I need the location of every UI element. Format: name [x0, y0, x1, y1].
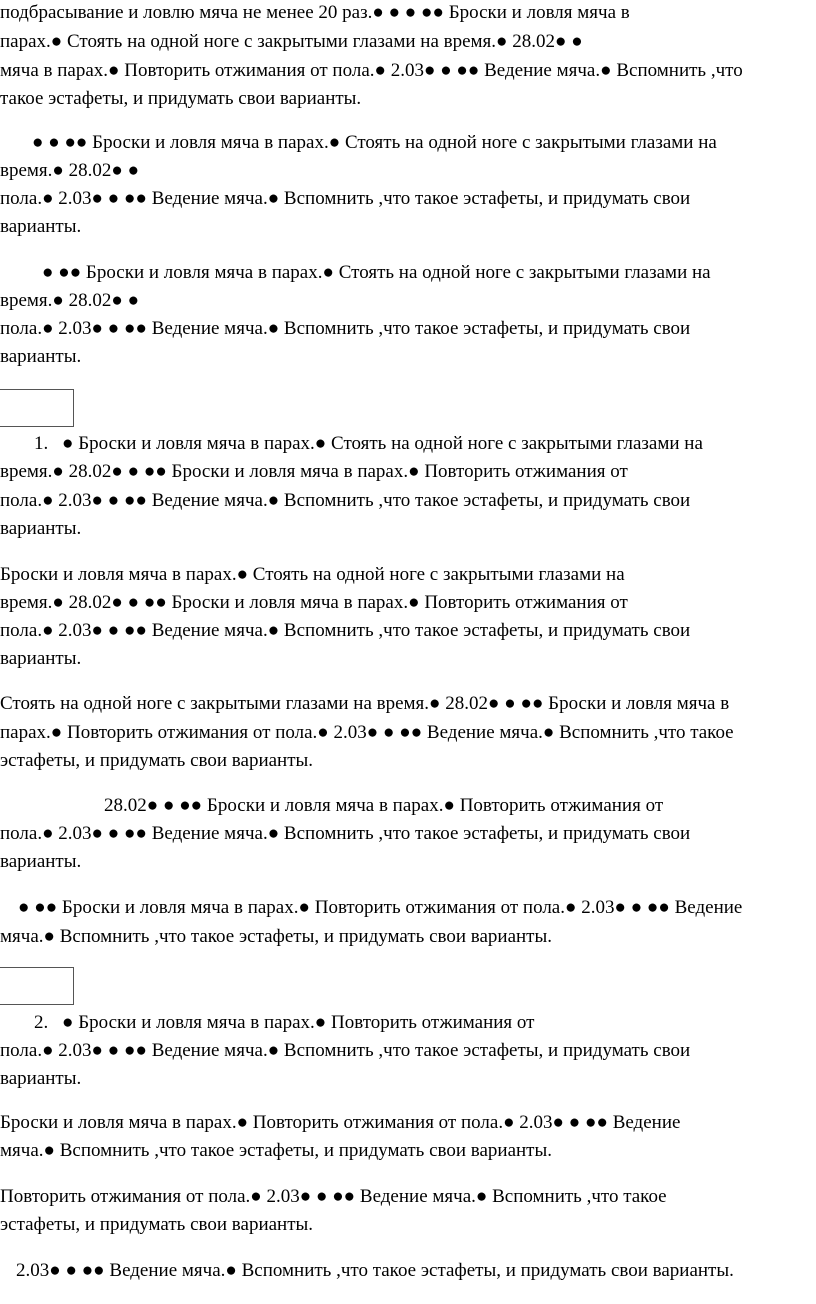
paragraph-2-line-4: варианты. — [0, 216, 82, 237]
paragraph-3-line-3: пола.● 2.03● ● ●● Ведение мяча.● Вспомнить ,что такое эстафеты, и придумать свои — [0, 318, 691, 339]
paragraph-6-line-3: эстафеты, и придумать свои варианты. — [0, 750, 314, 771]
paragraph-1-line-4: такое эстафеты, и придумать свои варианты. — [0, 88, 362, 109]
paragraph-2-line-1: ● ● ●● Броски и ловля мяча в парах.● Стоять на одной ноге с закрытыми глазами на — [32, 132, 717, 153]
paragraph-10-line-1: Броски и ловля мяча в парах.● Повторить отжимания от пола.● 2.03● ● ●● Ведение — [0, 1112, 681, 1133]
paragraph-3-line-2: время.● 28.02● ● — [0, 290, 140, 311]
list-item-1-number: 1. — [34, 433, 49, 454]
list-item-1-line-3: пола.● 2.03● ● ●● Ведение мяча.● Вспомнить ,что такое эстафеты, и придумать свои — [0, 490, 691, 511]
paragraph-7-line-3: варианты. — [0, 851, 82, 872]
empty-box-1 — [0, 389, 74, 427]
paragraph-1-line-2: парах.● Стоять на одной ноге с закрытыми глазами на время.● 28.02● ● — [0, 31, 583, 52]
list-item-2-line-3: варианты. — [0, 1068, 82, 1089]
paragraph-2-line-3: пола.● 2.03● ● ●● Ведение мяча.● Вспомнить ,что такое эстафеты, и придумать свои — [0, 188, 691, 209]
paragraph-3-line-4: варианты. — [0, 346, 82, 367]
paragraph-12-line-1: 2.03● ● ●● Ведение мяча.● Вспомнить ,что такое эстафеты, и придумать свои варианты. — [16, 1260, 734, 1281]
empty-box-2 — [0, 967, 74, 1005]
paragraph-7-line-1: 28.02● ● ●● Броски и ловля мяча в парах.● Повторить отжимания от — [104, 795, 664, 816]
paragraph-1-line-1: подбрасывание и ловлю мяча не менее 20 раз.● ● ● ●● Броски и ловля мяча в — [0, 2, 630, 23]
paragraph-11-line-2: эстафеты, и придумать свои варианты. — [0, 1214, 314, 1235]
paragraph-5-line-3: пола.● 2.03● ● ●● Ведение мяча.● Вспомнить ,что такое эстафеты, и придумать свои — [0, 620, 691, 641]
list-item-2-number: 2. — [34, 1012, 49, 1033]
list-item-2-line-2: пола.● 2.03● ● ●● Ведение мяча.● Вспомнить ,что такое эстафеты, и придумать свои — [0, 1040, 691, 1061]
list-item-1-line-1: ● Броски и ловля мяча в парах.● Стоять на одной ноге с закрытыми глазами на — [62, 433, 703, 454]
paragraph-1-line-3: мяча в парах.● Повторить отжимания от пола.● 2.03● ● ●● Ведение мяча.● Вспомнить ,что — [0, 60, 743, 81]
paragraph-7-line-2: пола.● 2.03● ● ●● Ведение мяча.● Вспомнить ,что такое эстафеты, и придумать свои — [0, 823, 691, 844]
paragraph-5-line-2: время.● 28.02● ● ●● Броски и ловля мяча в парах.● Повторить отжимания от — [0, 592, 628, 613]
paragraph-10-line-2: мяча.● Вспомнить ,что такое эстафеты, и придумать свои варианты. — [0, 1140, 553, 1161]
paragraph-8-line-2: мяча.● Вспомнить ,что такое эстафеты, и придумать свои варианты. — [0, 926, 553, 947]
list-item-1-line-4: варианты. — [0, 518, 82, 539]
paragraph-3-line-1: ● ●● Броски и ловля мяча в парах.● Стоять на одной ноге с закрытыми глазами на — [42, 262, 711, 283]
paragraph-6-line-2: парах.● Повторить отжимания от пола.● 2.03● ● ●● Ведение мяча.● Вспомнить ,что такое — [0, 722, 734, 743]
paragraph-2-line-2: время.● 28.02● ● — [0, 160, 140, 181]
paragraph-5-line-1: Броски и ловля мяча в парах.● Стоять на одной ноге с закрытыми глазами на — [0, 564, 625, 585]
paragraph-5-line-4: варианты. — [0, 648, 82, 669]
list-item-2-line-1: ● Броски и ловля мяча в парах.● Повторить отжимания от — [62, 1012, 535, 1033]
paragraph-6-line-1: Стоять на одной ноге с закрытыми глазами на время.● 28.02● ● ●● Броски и ловля мяча в — [0, 693, 730, 714]
list-item-1-line-2: время.● 28.02● ● ●● Броски и ловля мяча в парах.● Повторить отжимания от — [0, 461, 628, 482]
paragraph-11-line-1: Повторить отжимания от пола.● 2.03● ● ●● Ведение мяча.● Вспомнить ,что такое — [0, 1186, 667, 1207]
paragraph-8-line-1: ● ●● Броски и ловля мяча в парах.● Повторить отжимания от пола.● 2.03● ● ●● Ведение — [18, 897, 743, 918]
